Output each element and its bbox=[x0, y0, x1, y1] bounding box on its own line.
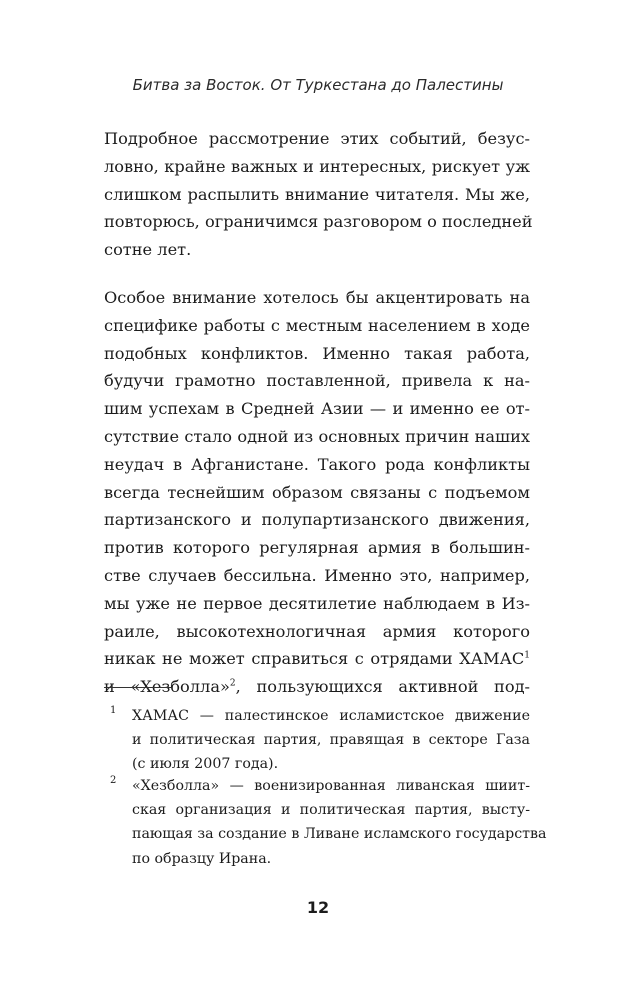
text-line: повторюсь, ограничимся разговором о последней bbox=[104, 212, 533, 232]
text-line: против которого регулярная армия в большин- bbox=[104, 538, 530, 558]
text-line: сотне лет. bbox=[104, 240, 192, 260]
footnote-line: ХАМАС — палестинское исламистское движение bbox=[132, 708, 530, 724]
text-line: ловно, крайне важных и интересных, рискует уж bbox=[104, 156, 530, 176]
footnote-line: по образцу Ирана. bbox=[132, 850, 272, 867]
text-line: подобных конфликтов. Именно такая работа, bbox=[104, 343, 530, 363]
footnote-2 bbox=[110, 774, 547, 871]
footnote-line: (с июля 2007 года). bbox=[132, 756, 279, 773]
text-line: неудач в Афганистане. Такого рода конфликты bbox=[104, 454, 530, 474]
running-head: Битва за Восток. От Туркестана до Палестины bbox=[132, 76, 504, 94]
footnote-divider bbox=[104, 687, 171, 688]
text-line: раиле, высокотехнологичная армия которого bbox=[104, 621, 530, 641]
text-line: всегда теснейшим образом связаны с подъемом bbox=[104, 482, 530, 502]
text-fragment: никак не может справиться с отрядами ХАМАС bbox=[104, 649, 525, 669]
page-number: 12 bbox=[306, 898, 330, 917]
footnote-ref-1: 1 bbox=[524, 650, 530, 661]
text-line: слишком распылить внимание читателя. Мы же, bbox=[104, 184, 530, 204]
text-line: Подробное рассмотрение этих событий, безус- bbox=[104, 129, 530, 148]
footnote-ref-2: 2 bbox=[229, 678, 236, 689]
footnote-1 bbox=[110, 704, 530, 777]
text-line: шим успехам в Средней Азии — и именно ее от- bbox=[104, 399, 530, 419]
footnote-number: 1 bbox=[110, 705, 117, 716]
text-line: сутствие стало одной из основных причин наших bbox=[104, 426, 530, 446]
paragraph-2 bbox=[104, 284, 530, 701]
text-line: партизанского и полупартизанского движения, bbox=[104, 510, 530, 530]
text-line: Особое внимание хотелось бы акцентировать на bbox=[104, 288, 530, 307]
footnote-line: ская организация и политическая партия, высту- bbox=[132, 802, 530, 819]
footnote-line: и политическая партия, правящая в секторе Газа bbox=[132, 732, 530, 749]
text-line: стве случаев бессильна. Именно это, например, bbox=[104, 565, 530, 585]
footnote-number: 2 bbox=[110, 775, 117, 786]
text-line-with-footnote-ref bbox=[104, 645, 530, 673]
text-line: мы уже не первое десятилетие наблюдаем в Из- bbox=[104, 593, 530, 613]
text-fragment: , пользующихся активной под- bbox=[235, 677, 531, 697]
text-fragment: и «Хезболла» bbox=[104, 677, 230, 697]
footnote-line: пающая за создание в Ливане исламского государства bbox=[132, 826, 547, 843]
paragraph-1 bbox=[104, 125, 533, 264]
text-line: специфике работы с местным населением в ходе bbox=[104, 315, 530, 335]
text-line: будучи грамотно поставленной, привела к на- bbox=[104, 371, 530, 391]
footnote-line: «Хезболла» — военизированная ливанская шиит- bbox=[132, 778, 530, 794]
